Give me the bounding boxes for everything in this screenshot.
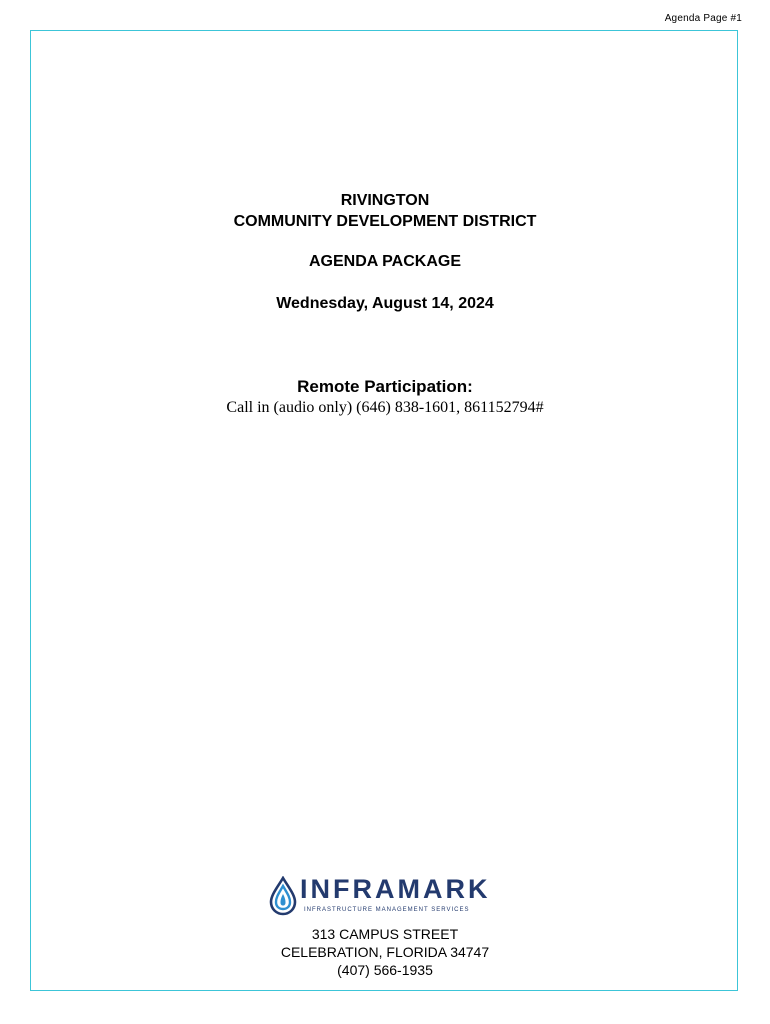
package-title: AGENDA PACKAGE: [308, 253, 461, 270]
address-phone: (407) 566-1935: [337, 962, 433, 978]
district-title: [0, 190, 770, 232]
remote-heading: Remote Participation:: [297, 377, 473, 396]
district-name: RIVINGTON: [340, 192, 430, 209]
district-type: COMMUNITY DEVELOPMENT DISTRICT: [233, 213, 537, 230]
address-street: 313 CAMPUS STREET: [311, 926, 459, 942]
logo-tagline: INFRASTRUCTURE MANAGEMENT SERVICES: [304, 907, 470, 913]
page-label: Agenda Page #1: [664, 13, 742, 24]
address-block: [0, 925, 770, 979]
logo-wordmark: INFRAMARK: [300, 874, 491, 904]
page-border: [30, 30, 738, 991]
address-city: CELEBRATION, FLORIDA 34747: [280, 944, 490, 960]
inframark-logo: [268, 876, 504, 920]
meeting-date: Wednesday, August 14, 2024: [276, 295, 494, 312]
water-drop-icon: [268, 876, 298, 916]
remote-details: Call in (audio only) (646) 838-1601, 861152794#: [226, 399, 544, 416]
